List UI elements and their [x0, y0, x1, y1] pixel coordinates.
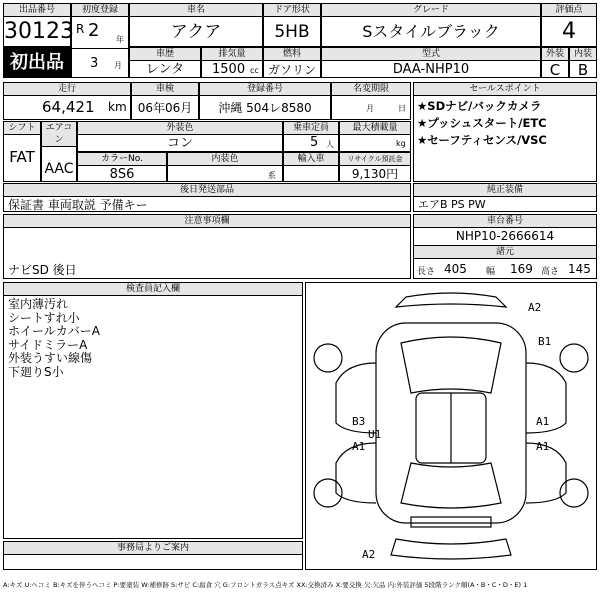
- capacity-box: 乗車定員 5 人: [283, 121, 339, 152]
- lot-box: [3, 3, 74, 47]
- color-no-box: カラーNo. 8S6: [77, 152, 167, 182]
- vin-box: 車台番号 NHP10-2666614 諸元 長さ 405 幅 169 高さ 145: [413, 214, 597, 279]
- score: 4: [562, 19, 576, 44]
- vin: NHP10-2666614: [455, 229, 555, 243]
- ac-box: エアコン AAC: [41, 121, 77, 182]
- selling-point-item: ★SDナビ/バックカメラ: [417, 99, 542, 113]
- fuel-box: 燃料 ガソリン: [263, 47, 321, 78]
- int-grade-box: 内装 B: [569, 47, 597, 78]
- grade: Sスタイルブラック: [362, 22, 500, 41]
- shuppin-badge: 初出品: [3, 47, 71, 78]
- selling-points-list: [414, 96, 596, 151]
- shift-box: シフト FAT: [3, 121, 41, 182]
- inspector-note-item: 室内薄汚れ: [8, 297, 69, 311]
- docs-box: 後日発送部品 保証書 車両取説 予備キー: [3, 183, 411, 212]
- car-outline-svg: [306, 283, 596, 569]
- inspector-note-item: シートすれ小: [8, 310, 80, 325]
- equip-box: 純正装備 エアB PS PW: [413, 183, 597, 212]
- first-registration: 初度登録 R 2 年 3 月: [71, 3, 129, 78]
- selling-point-item: ★セーフティセンス/VSC: [417, 133, 547, 147]
- car-name: アクア: [170, 22, 222, 42]
- damage-label: B3: [352, 415, 366, 428]
- import-box: 輸入車: [283, 152, 339, 182]
- damage-label: A1: [352, 440, 366, 453]
- inspector-notes: [4, 296, 302, 381]
- model: DAA-NHP10: [392, 62, 470, 77]
- damage-label: B1: [538, 335, 552, 348]
- history-box: 車歴 レンタ: [129, 47, 201, 78]
- mileage: 64,421: [42, 98, 95, 116]
- title-change-box: 名変期限 月 日: [331, 82, 411, 120]
- lot-label: 出品番号: [4, 4, 70, 17]
- load-box: 最大積載量 kg: [339, 121, 411, 152]
- damage-label: A1: [536, 440, 550, 453]
- shaken-box: 車検 06年06月: [131, 82, 199, 120]
- door-box: ドア形状 5HB: [263, 3, 321, 47]
- color-box: 外装色 コン: [77, 121, 283, 152]
- selling-points-box: セールスポイント ★SDナビ/バックカメラ ★プッシュスタート/ETC ★セーフティセンス/VSC: [413, 82, 597, 182]
- office-box: 事務局よりご案内: [3, 541, 303, 570]
- int-color-box: 内装色 系: [167, 152, 283, 182]
- displacement-box: 排気量 1500 cc: [201, 47, 263, 78]
- selling-point-item: ★プッシュスタート/ETC: [417, 116, 547, 130]
- score-box: 評価点 4: [541, 3, 597, 47]
- mileage-box: 走行 64,421 km: [3, 82, 131, 120]
- damage-label: U1: [368, 428, 382, 441]
- damage-label: A1: [536, 415, 550, 428]
- recycle-box: リサイクル預託金 9,130円: [339, 152, 411, 182]
- notes-box: 注意事項欄 ナビSD 後日: [3, 214, 411, 279]
- model-box: 型式 DAA-NHP10: [321, 47, 541, 78]
- car-name-box: 車名 アクア: [129, 3, 263, 47]
- ext-grade-box: 外装 C: [541, 47, 569, 78]
- damage-label: A2: [528, 301, 542, 314]
- lot-number: 30123: [4, 19, 74, 44]
- inspector-note-item: 外装うすい線傷: [8, 351, 93, 365]
- grade-box: グレード Sスタイルブラック: [321, 3, 541, 47]
- inspector-note-item: サイドミラーA: [8, 337, 88, 352]
- inspector-note-item: 下廻りS小: [8, 364, 64, 379]
- damage-diagram: [305, 282, 597, 570]
- inspector-box: 検査員記入欄 室内薄汚れ シートすれ小 ホイールカバーA サイドミラーA 外装うすい線傷 下廻りS小: [3, 282, 303, 539]
- damage-label: A2: [362, 548, 376, 561]
- plate-box: 登録番号 沖縄 504レ8580: [199, 82, 331, 120]
- inspector-note-item: ホイールカバーA: [8, 324, 100, 338]
- legend-footer: A:キズ U:ヘコミ B:キズを伴うヘコミ P:要塗装 W:補修跡 S:サビ C:腐食 穴 G:フロントガラス点キズ XX:交換済み X:要交換 欠:欠品 内:外装評価 5段階ランク順(A・B・C・D・E) 1: [3, 581, 528, 589]
